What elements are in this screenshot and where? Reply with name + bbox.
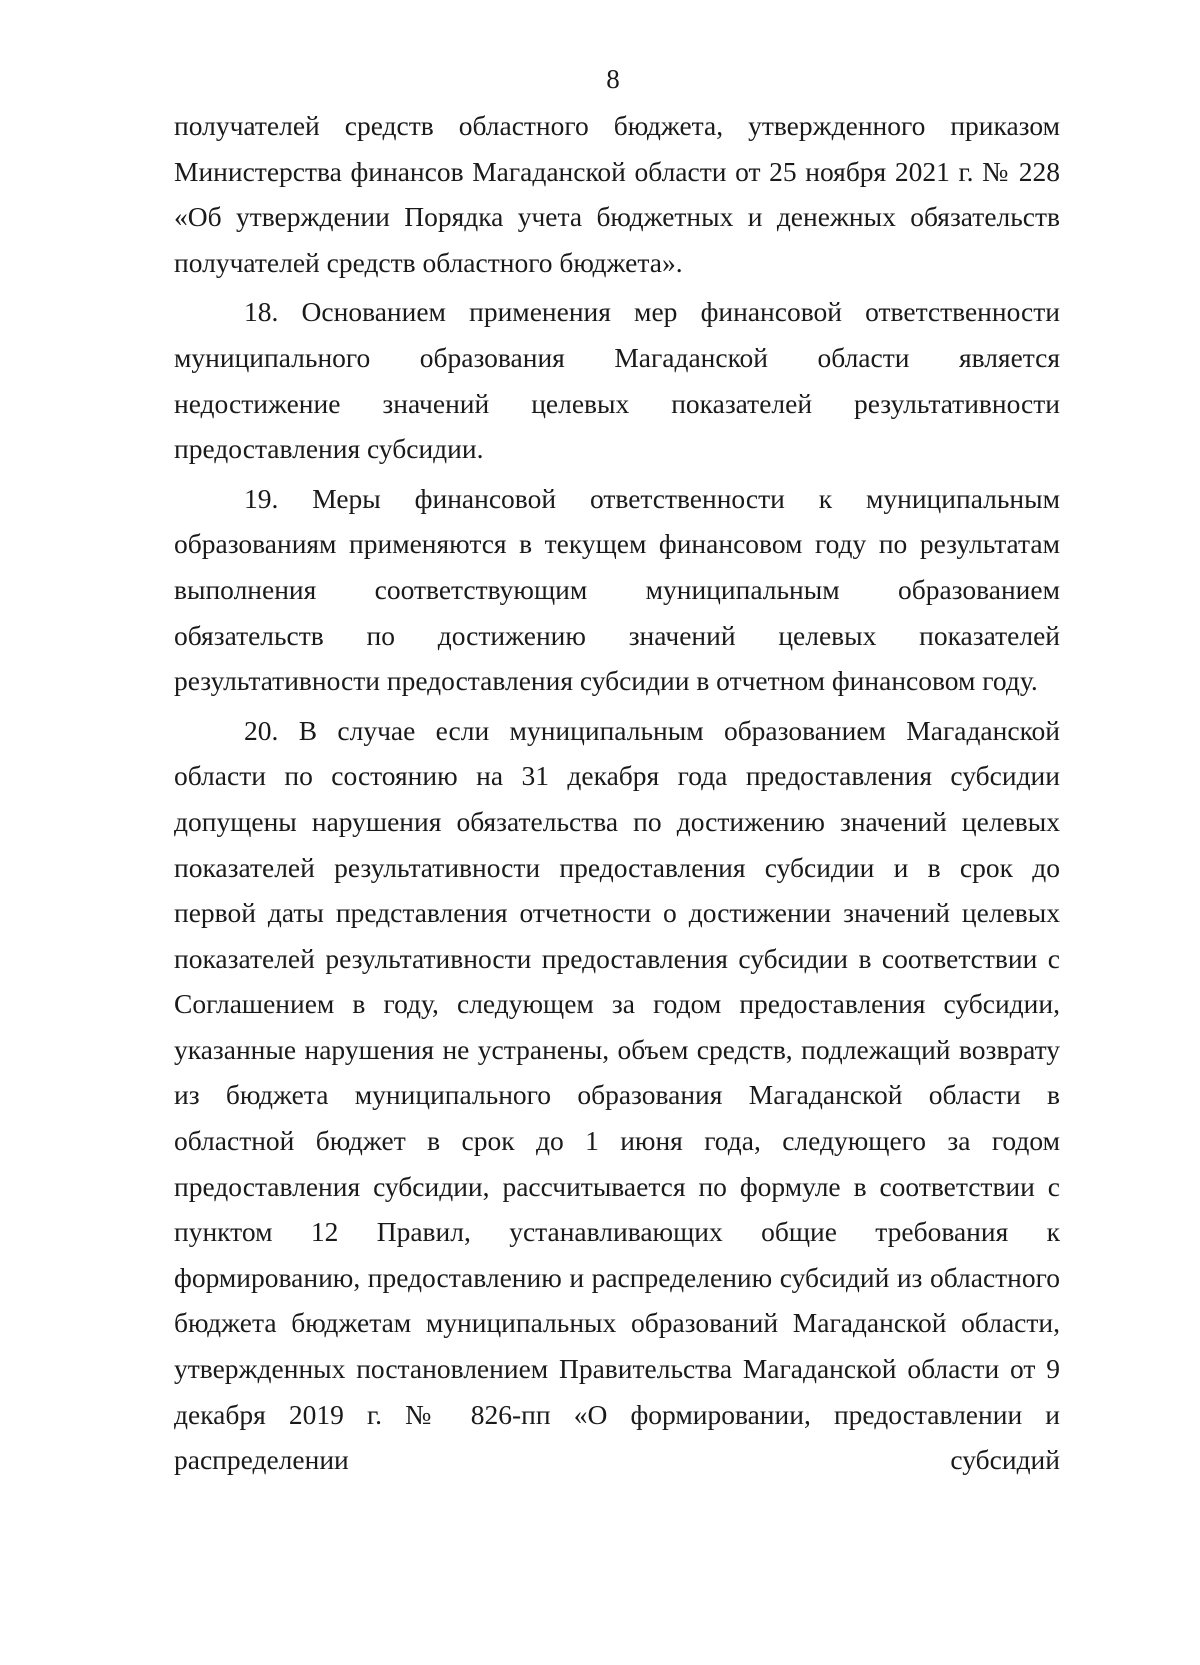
page-number: 8 [606,64,620,94]
paragraph-continuation: получателей средств областного бюджета, утвержденного приказом Министерства финансов Магаданской области от 25 ноября 2021 г. № 228 «Об утверждении Порядка учета бюджетных и денежных обязательств получателей средств областного бюджета». [174,110,1060,278]
paragraph-18: 18. Основанием применения мер финансовой ответственности муниципального образования Магаданской области является недостижение значений целевых показателей результативности предоставления субсидии. [174,296,1060,465]
paragraph-20: 20. В случае если муниципальным образованием Магаданской области по состоянию на 31 декабря года предоставления субсидии допущены нарушения обязательства по достижению значений целевых показателей результативности предоставления субсидии и в срок до первой даты представления отчетности о достижении значений целевых показателей результативности предоставления субсидии в соответствии с Соглашением в году, следующем за годом предоставления субсидии, указанные нарушения не устранены, объем средств, подлежащий возврату из бюджета муниципального образования Магаданской области в областной бюджет в срок до 1 июня года, следующего за годом предоставления субсидии, рассчитывается по формуле в соответствии с пунктом 12 Правил, устанавливающих общие требования к формированию, предоставлению и распределению субсидий из областного бюджета бюджетам муниципальных образований Магаданской области, утвержденных постановлением Правительства Магаданской области от 9 декабря 2019 г. № 826-пп «О формировании, предоставлении и распределении субсидий [174,714,1060,1476]
document-body [174,103,1060,1483]
paragraph-19: 19. Меры финансовой ответственности к муниципальным образованиям применяются в текущем финансовом году по результатам выполнения соответствующим муниципальным образованием обязательств по достижению значений целевых показателей результативности предоставления субсидии в отчетном финансовом году. [174,482,1060,697]
